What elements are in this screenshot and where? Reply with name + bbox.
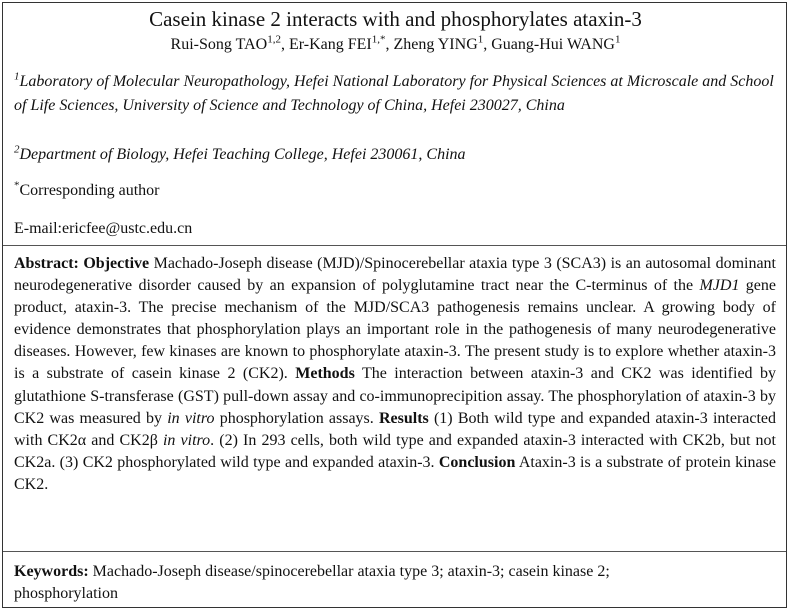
in-vitro-term: in vitro — [162, 431, 211, 449]
divider — [3, 551, 786, 552]
affiliation-sup: 2 — [14, 143, 20, 156]
abstract-label: Abstract: — [14, 255, 79, 272]
results-label: Results — [378, 409, 429, 427]
results-text: . (2) In 293 cells, both wild type and expanded ataxin-3 interacted with CK2b, but not CK2a. (3) CK2 phosphorylated wild type and expanded ataxin-3. — [14, 431, 776, 471]
abstract — [14, 253, 776, 496]
gene-name: MJD1 — [699, 277, 740, 295]
author-sup: 1,2 — [267, 33, 281, 46]
author-sup: 1 — [614, 33, 621, 46]
keywords — [14, 561, 704, 605]
objective-text: Machado-Joseph disease (MJD)/Spinocerebellar ataxia type 3 (SCA3) is an autosomal dominant neurodegenerative disorder caused by an expansion of polyglutamine tract near the C-terminus of the — [14, 255, 777, 295]
affiliation-sup: 1 — [14, 70, 20, 83]
in-vitro-term: in vitro — [167, 409, 215, 427]
keywords-text: Machado-Joseph disease/spinocerebellar ataxia type 3; ataxin-3; casein kinase 2; phosphorylation — [14, 563, 610, 602]
objective-label: Objective — [83, 255, 150, 272]
objective-text: gene product, ataxin-3. The precise mechanism of the MJD/SCA3 pathogenesis remains unclear. A growing body of evidence demonstrates that phosphorylation plays an important role in the pathogenesis of many neurodegenerative diseases. However, few kinases are known to phosphorylate ataxin-3. The present study is to explore whether ataxin-3 is a substrate of casein kinase 2 (CK2). — [14, 277, 777, 383]
methods-text: phosphorylation assays. — [214, 409, 379, 427]
corresponding-sup: * — [14, 179, 20, 192]
email-line: E-mail:ericfee@ustc.edu.cn — [14, 220, 193, 237]
author-name: Guang-Hui WANG — [491, 36, 615, 53]
author-name: Zheng YING — [393, 36, 478, 53]
paper-title: Casein kinase 2 interacts with and phosphorylates ataxin-3 — [149, 7, 642, 31]
conclusion-label: Conclusion — [438, 453, 516, 471]
author-sup: 1,* — [371, 33, 386, 46]
affiliation-text: Laboratory of Molecular Neuropathology, Hefei National Laboratory for Physical Sciences at Microscale and School of Life Sciences, University of Science and Technology of China, Hefei 230027, China — [14, 73, 774, 114]
author-name: Rui-Song TAO — [170, 36, 268, 53]
corresponding-author — [14, 181, 776, 201]
divider — [3, 245, 786, 246]
keywords-label: Keywords: — [14, 563, 89, 580]
affiliation-2 — [14, 143, 776, 167]
methods-text: The interaction between ataxin-3 and CK2 was identified by glutathione S-transferase (GST) pull-down assay and co-immunoprecipition assay. The phosphorylation of ataxin-3 by CK2 was measured by — [14, 365, 777, 427]
author-list: Rui-Song TAO$^{1,2}$, Er-Kang $FEI^{1,*}$, Zheng YING$^1$, Guang-Hui WANG$^1$ — [170, 33, 621, 53]
methods-label: Methods — [295, 365, 355, 383]
affiliation-text: Department of Biology, Hefei Teaching College, Hefei 230061, China — [19, 146, 466, 163]
author-sup: 1 — [477, 33, 484, 46]
results-text: (1) Both wild type and expanded ataxin-3 interacted with CK2α and CK2β — [14, 409, 777, 449]
author-name: Er-Kang FEI — [288, 36, 372, 53]
conclusion-text: Ataxin-3 is a substrate of protein kinase CK2. — [14, 453, 776, 493]
corresponding-text: Corresponding author — [19, 182, 160, 199]
affiliation-1 — [14, 70, 776, 118]
